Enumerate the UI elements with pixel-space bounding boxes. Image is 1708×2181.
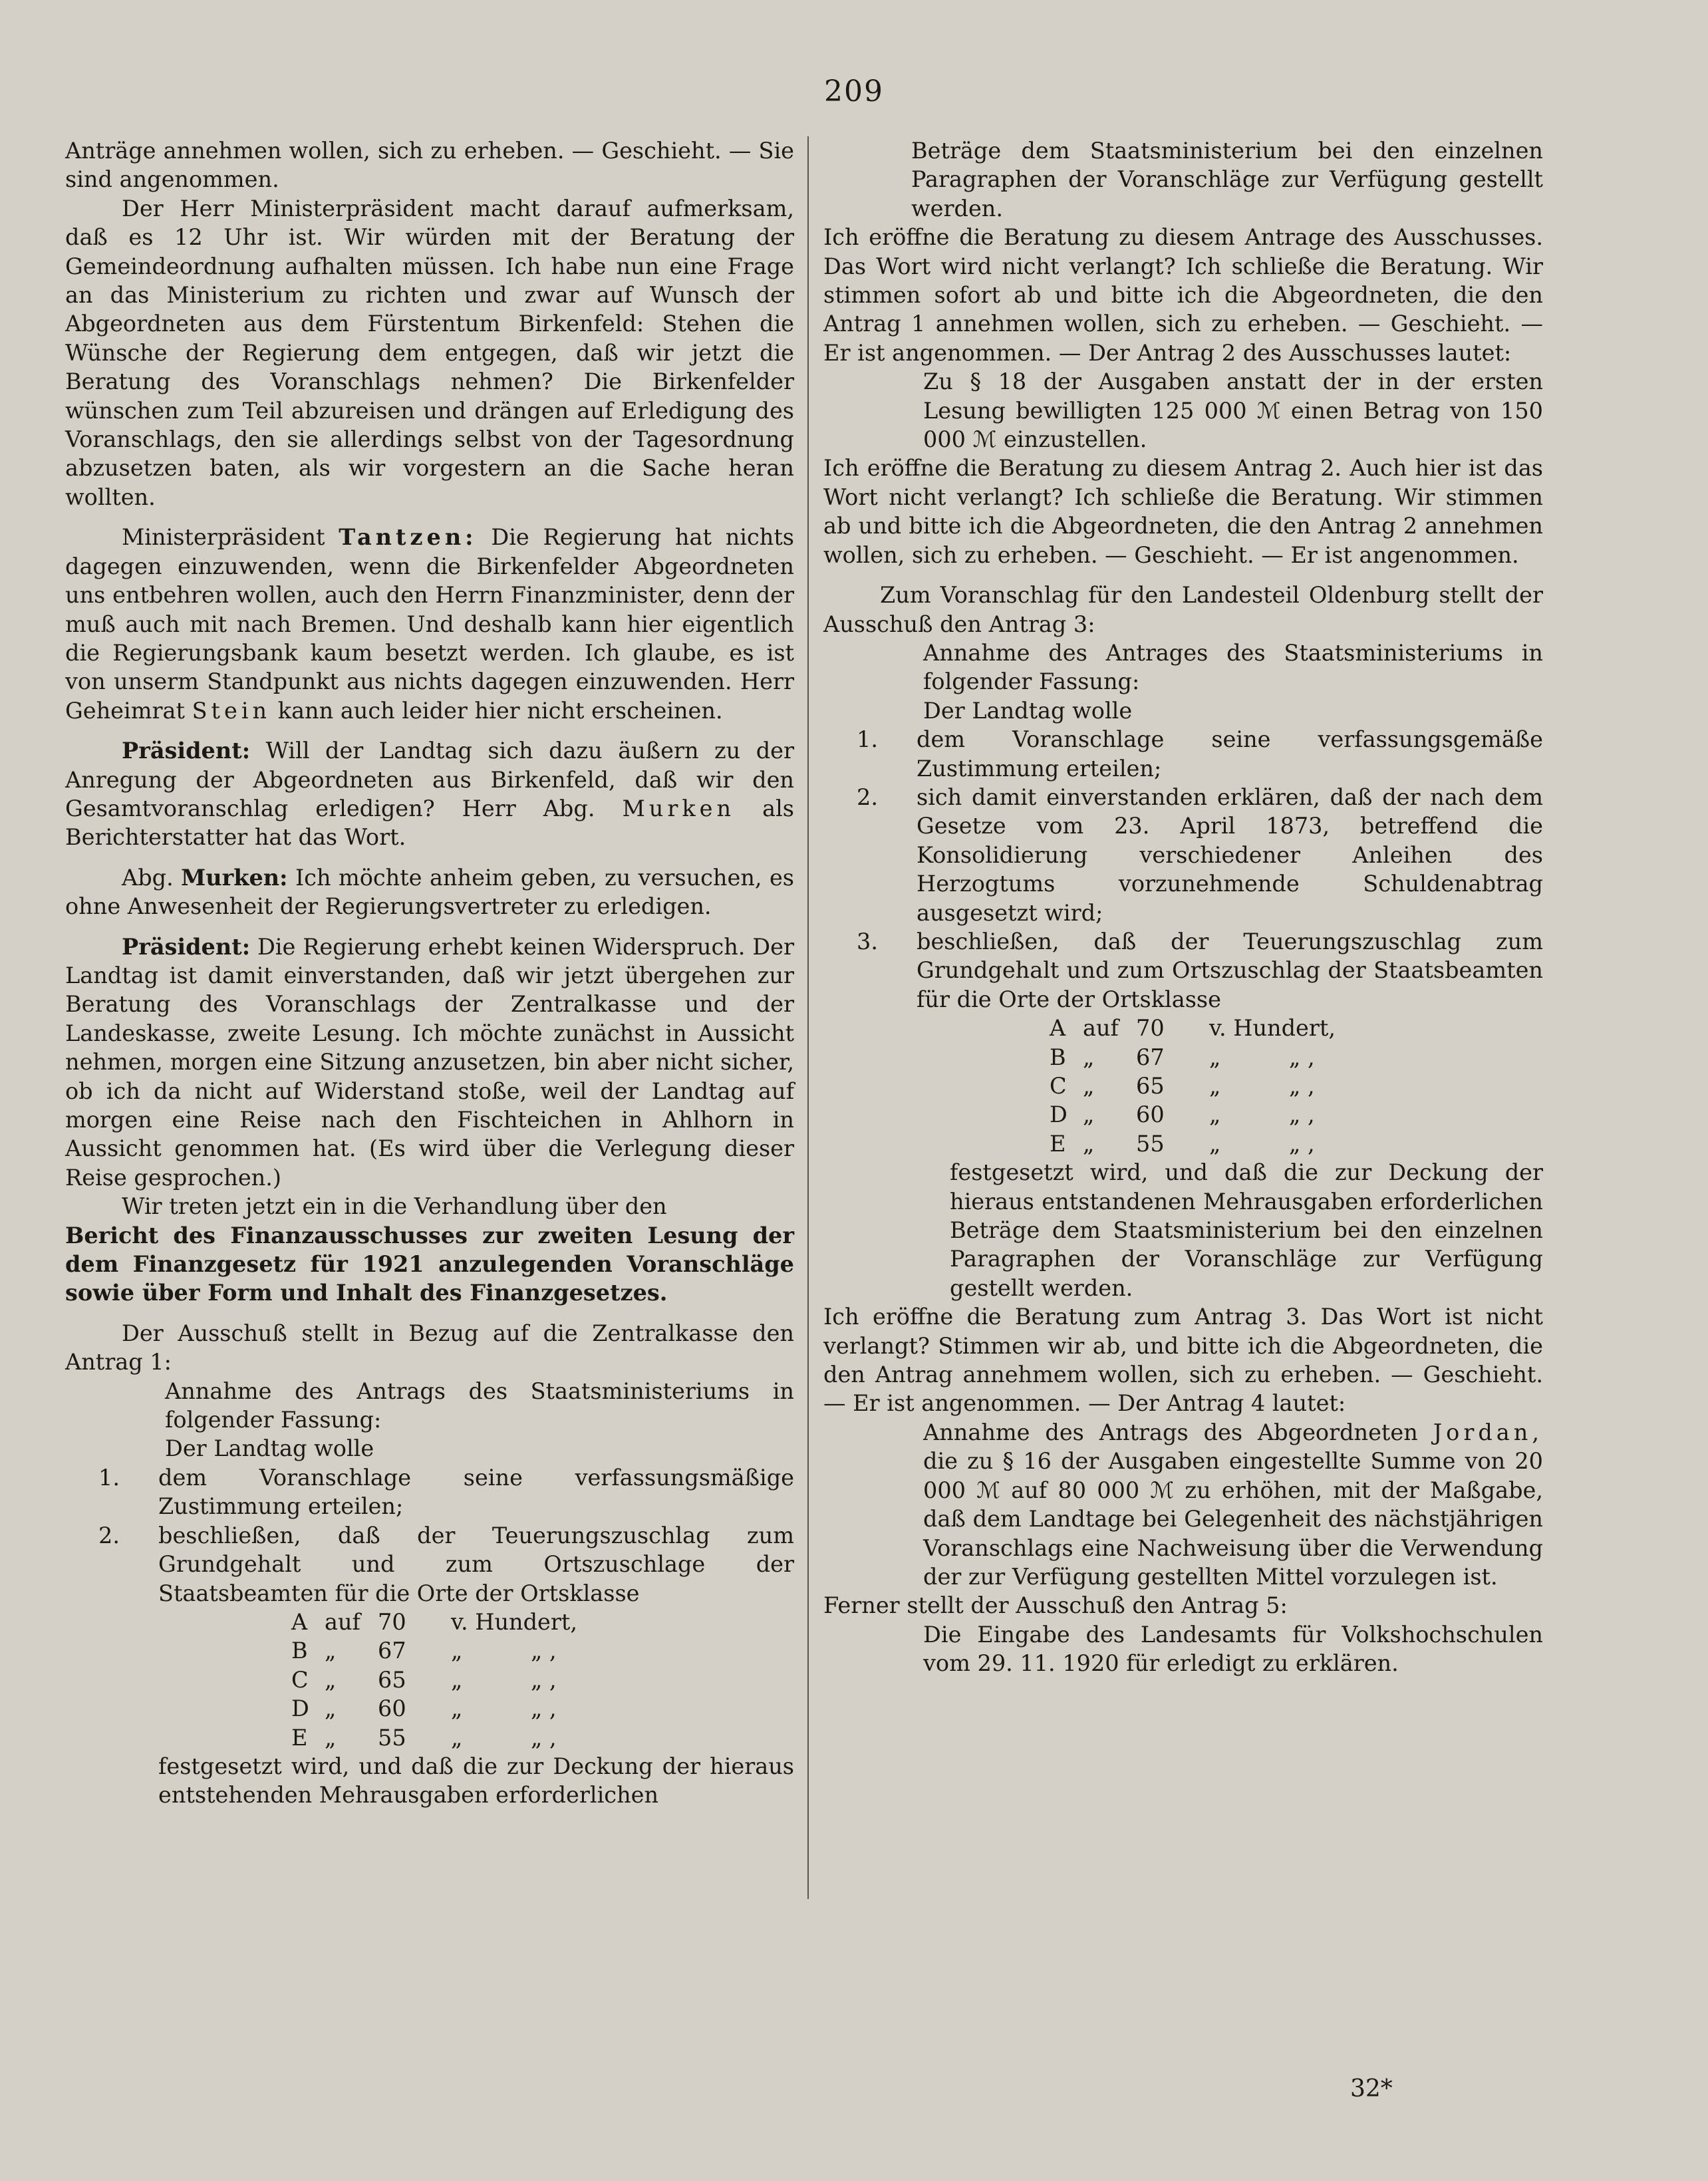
speaker-name: Murken: xyxy=(181,864,288,891)
rate-unit: v. Hundert, xyxy=(1209,1015,1336,1042)
rate-row xyxy=(291,1694,794,1723)
motion-text: Annahme des Antrags des Staatsministeriums in folgender Fassung: xyxy=(165,1378,794,1433)
rate-row xyxy=(291,1666,794,1694)
list-item xyxy=(823,927,1543,1014)
rate-ditto xyxy=(531,1608,571,1636)
list-text: sich damit einverstanden erklären, daß der nach dem Gesetze vom 23. April 1873, betreffend die Konsolidierung verschiedener Anleihen des Herzogtums vorzunehmende Schuldenabtrag ausgesetzt wird; xyxy=(917,784,1543,926)
motion-text: Annahme des Antrages des Staatsministeriums in folgender Fassung: xyxy=(923,639,1543,695)
rate-unit: „ xyxy=(1209,1130,1221,1157)
rate-ditto: „ , xyxy=(1289,1101,1315,1128)
person-name: Jordan, xyxy=(1433,1419,1543,1445)
signature-mark: 32* xyxy=(1350,2075,1393,2103)
paragraph: Der Herr Ministerpräsident macht darauf aufmerksam, daß es 12 Uhr ist. Wir würden mit der Beratung der Gemeindeordnung aufhalten müssen. Ich habe nun eine Frage an das Ministerium zu richten und zwar auf Wunsch der Abgeordneten aus dem Fürstentum Birkenfeld: Stehen die Wünsche der Regierung dem entgegen, daß wir jetzt die Beratung des Voranschlags nehmen? Die Birkenfelder wünschen zum Teil abzureisen und drängen auf Erledigung des Voranschlags, den sie allerdings selbst von der Tagesordnung abzusetzen baten, als wir vorgestern an die Sache heran wollten. xyxy=(65,195,794,510)
rate-row xyxy=(291,1636,794,1665)
rate-value: 70 xyxy=(378,1608,406,1635)
person-name: Murken xyxy=(622,795,736,821)
motion-text: Der Landtag wolle xyxy=(165,1435,374,1462)
list-item xyxy=(65,1521,794,1608)
rate-prep: „ xyxy=(325,1724,337,1751)
rate-value: 55 xyxy=(378,1724,406,1751)
rate-class: E xyxy=(1050,1130,1066,1157)
paragraph: Der Ausschuß stellt in Bezug auf die Zentralkasse den Antrag 1: xyxy=(65,1320,794,1376)
list-text: dem Voranschlage seine verfassungsgemäße Zustimmung erteilen; xyxy=(917,726,1543,782)
motion-text: Beträge dem Staatsministerium bei den einzelnen Paragraphen der Voranschläge zur Verfügung gestellt werden. xyxy=(911,138,1543,221)
rate-ditto: „ , xyxy=(1289,1044,1315,1070)
rate-class: C xyxy=(291,1666,309,1693)
rate-class: B xyxy=(291,1638,308,1664)
rate-ditto: „ , xyxy=(531,1724,557,1751)
rate-row xyxy=(1050,1014,1543,1042)
rate-prep: „ xyxy=(1083,1101,1095,1128)
rate-unit: „ xyxy=(1209,1101,1221,1128)
rate-unit: v. Hundert, xyxy=(451,1608,578,1635)
right-column xyxy=(823,136,1543,1678)
paragraph: Ferner stellt der Ausschuß den Antrag 5: xyxy=(823,1592,1288,1619)
motion-text: Zu § 18 der Ausgaben anstatt der in der ersten Lesung bewilligten 125 000 ℳ einen Betrag von 150 000 ℳ einzustellen. xyxy=(923,368,1543,453)
rate-prep: „ xyxy=(325,1695,337,1722)
list-item xyxy=(823,783,1543,927)
rate-class: A xyxy=(1050,1015,1066,1042)
person-name: Stein xyxy=(192,697,271,724)
rate-unit: „ xyxy=(451,1638,463,1664)
speaker-name: Präsident: xyxy=(122,738,251,764)
motion-text-part: die zu § 16 der Ausgaben eingestellte Summe von 20 000 ℳ auf 80 000 ℳ zu erhöhen, mit der Maßgabe, daß dem Landtage bei Gelegenheit des nächstjährigen Voranschlags eine Nachweisung über die Verwendung der zur Verfügung gestellten Mittel vorzulegen ist. xyxy=(923,1448,1543,1590)
list-number: 2. xyxy=(98,1522,120,1548)
paragraph xyxy=(65,933,794,1193)
rate-value: 65 xyxy=(1136,1073,1165,1099)
rate-prep: auf xyxy=(325,1608,360,1635)
rate-ditto: „ , xyxy=(531,1638,557,1664)
rate-ditto: „ , xyxy=(531,1695,557,1722)
rate-row xyxy=(1050,1043,1543,1072)
report-heading: Bericht des Finanzausschusses zur zweiten Lesung der dem Finanzgesetz für 1921 anzulegenden Voranschläge sowie über Form und Inhalt des Finanzgesetzes. xyxy=(65,1222,794,1306)
rate-row xyxy=(291,1723,794,1752)
list-item xyxy=(823,725,1543,783)
rate-unit: „ xyxy=(1209,1073,1221,1099)
paragraph: Zum Voranschlag für den Landesteil Oldenburg stellt der Ausschuß den Antrag 3: xyxy=(823,582,1543,637)
speaker-name: Präsident: xyxy=(122,933,251,960)
rate-prep: „ xyxy=(1083,1130,1095,1157)
list-number: 1. xyxy=(857,726,878,753)
rate-class: D xyxy=(291,1695,309,1722)
paragraph: Anträge annehmen wollen, sich zu erheben. — Geschieht. — Sie sind angenommen. xyxy=(65,138,794,193)
list-number: 2. xyxy=(857,784,878,810)
rate-unit: „ xyxy=(1209,1044,1221,1070)
page-number: 209 xyxy=(824,74,884,108)
rate-class: C xyxy=(1050,1073,1067,1099)
speech-text: kann auch leider hier nicht erscheinen. xyxy=(277,697,723,724)
speech-text: Will der Landtag sich dazu äußern zu der Anregung der Abgeordneten aus Birkenfeld, daß wir den Gesamtvoranschlag erledigen? Herr Abg. xyxy=(65,738,794,821)
rate-ditto: „ , xyxy=(531,1666,557,1693)
rate-prep: „ xyxy=(325,1638,337,1664)
rate-prep: „ xyxy=(1083,1073,1095,1099)
list-item xyxy=(65,1463,794,1521)
paragraph: Ich eröffne die Beratung zum Antrag 3. Das Wort ist nicht verlangt? Stimmen wir ab, und bitte ich die Abgeordneten, die den Antrag annehmem wollen, sich zu erheben. — Geschieht. — Er ist angenommen. — Der Antrag 4 lautet: xyxy=(823,1304,1543,1417)
rate-table xyxy=(823,1014,1543,1158)
paragraph: festgesetzt wird, und daß die zur Deckung der hieraus entstehenden Mehrausgaben erforderlichen xyxy=(158,1753,794,1809)
column-divider xyxy=(807,136,809,1899)
rate-class: B xyxy=(1050,1044,1066,1070)
rate-value: 67 xyxy=(1136,1044,1165,1070)
rate-row xyxy=(291,1608,794,1636)
speech-text: Ich möchte anheim geben, zu versuchen, es ohne Anwesenheit der Regierungsvertreter zu erledigen. xyxy=(65,864,795,920)
list-number: 3. xyxy=(857,928,878,954)
motion-text: Die Eingabe des Landesamts für Volkshochschulen vom 29. 11. 1920 für erledigt zu erklären. xyxy=(923,1621,1543,1677)
paragraph xyxy=(65,863,794,921)
rate-value: 70 xyxy=(1136,1015,1165,1042)
rate-value: 67 xyxy=(378,1638,406,1664)
paragraph: Ich eröffne die Beratung zu diesem Antrag 2. Auch hier ist das Wort nicht verlangt? Ich schließe die Beratung. Wir stimmen ab und bitte ich die Abgeordneten, die den Antrag 2 annehmen wollen, sich zu erheben. — Geschieht. — Er ist angenommen. xyxy=(823,455,1543,568)
motion-text xyxy=(823,1418,1543,1591)
paragraph: Ich eröffne die Beratung zu diesem Antrage des Ausschusses. Das Wort wird nicht verlangt? Ich schließe die Beratung. Wir stimmen sofort ab und bitte ich die Abgeordneten, die den Antrag 1 annehmen wollen, sich zu erheben. — Geschieht. — Er ist angenommen. — Der Antrag 2 des Ausschusses lautet: xyxy=(823,224,1543,366)
rate-prep: „ xyxy=(325,1666,337,1693)
paragraph: festgesetzt wird, und daß die zur Deckung der hieraus entstandenen Mehrausgaben erforderlichen Beträge dem Staatsministerium bei den einzelnen Paragraphen der Voranschläge zur Verfügung gestellt werden. xyxy=(950,1159,1543,1301)
speech-text: Die Regierung erhebt keinen Widerspruch. Der Landtag ist damit einverstanden, daß wir jetzt übergehen zur Beratung des Voranschlags der Zentralkasse und der Landeskasse, zweite Lesung. Ich möchte zunächst in Aussicht nehmen, morgen eine Sitzung anzusetzen, bin aber nicht sicher, ob ich da nicht auf Widerstand stoße, weil der Landtag auf morgen eine Reise nach den Fischteichen in Ahlhorn in Aussicht genommen hat. (Es wird über die Verlegung dieser Reise gesprochen.) xyxy=(65,933,795,1191)
rate-row xyxy=(1050,1072,1543,1100)
speaker-name: Tantzen: xyxy=(339,524,478,551)
speech-text: Die Regierung hat nichts dagegen einzuwenden, wenn die Birkenfelder Abgeordneten uns entbehren wollen, auch den Herrn Finanzminister, denn der muß auch mit nach Bremen. Und deshalb kann hier eigentlich die Regierungsbank kaum besetzt werden. Ich glaube, es ist von unserm Standpunkt aus nichts dagegen einzuwenden. Herr Geheimrat xyxy=(65,524,794,724)
rate-ditto xyxy=(1289,1014,1329,1042)
list-text: beschließen, daß der Teuerungszuschlag zum Grundgehalt und zum Ortszuschlag der Staatsbeamten für die Orte der Ortsklasse xyxy=(917,928,1543,1012)
rate-value: 55 xyxy=(1136,1130,1165,1157)
rate-ditto: „ , xyxy=(1289,1130,1315,1157)
paragraph: Wir treten jetzt ein in die Verhandlung über den xyxy=(122,1193,667,1220)
rate-class: E xyxy=(291,1724,308,1751)
list-text: beschließen, daß der Teuerungszuschlag zum Grundgehalt und zum Ortszuschlage der Staatsbeamten für die Orte der Ortsklasse xyxy=(158,1522,794,1606)
speaker-title: Ministerpräsident xyxy=(122,524,325,551)
rate-ditto: „ , xyxy=(1289,1073,1315,1099)
rate-prep: „ xyxy=(1083,1044,1095,1070)
rate-unit: „ xyxy=(451,1695,463,1722)
paragraph xyxy=(65,523,794,725)
rate-value: 60 xyxy=(378,1695,406,1722)
rate-prep: auf xyxy=(1083,1015,1119,1042)
rate-value: 65 xyxy=(378,1666,406,1693)
motion-text: Der Landtag wolle xyxy=(923,697,1133,724)
speaker-title: Abg. xyxy=(122,864,174,891)
left-column xyxy=(65,136,794,1810)
rate-table xyxy=(65,1608,794,1752)
speech-text: als Berichterstatter hat das Wort. xyxy=(65,795,794,851)
rate-value: 60 xyxy=(1136,1101,1165,1128)
motion-text-part: Annahme des Antrags des Abgeordneten xyxy=(923,1419,1418,1445)
list-number: 1. xyxy=(98,1464,120,1491)
paragraph xyxy=(65,736,794,852)
rate-row xyxy=(1050,1100,1543,1129)
rate-class: A xyxy=(291,1608,308,1635)
rate-unit: „ xyxy=(451,1666,463,1693)
rate-unit: „ xyxy=(451,1724,463,1751)
rate-class: D xyxy=(1050,1101,1068,1128)
list-text: dem Voranschlage seine verfassungsmäßige Zustimmung erteilen; xyxy=(158,1464,794,1520)
rate-row xyxy=(1050,1129,1543,1158)
